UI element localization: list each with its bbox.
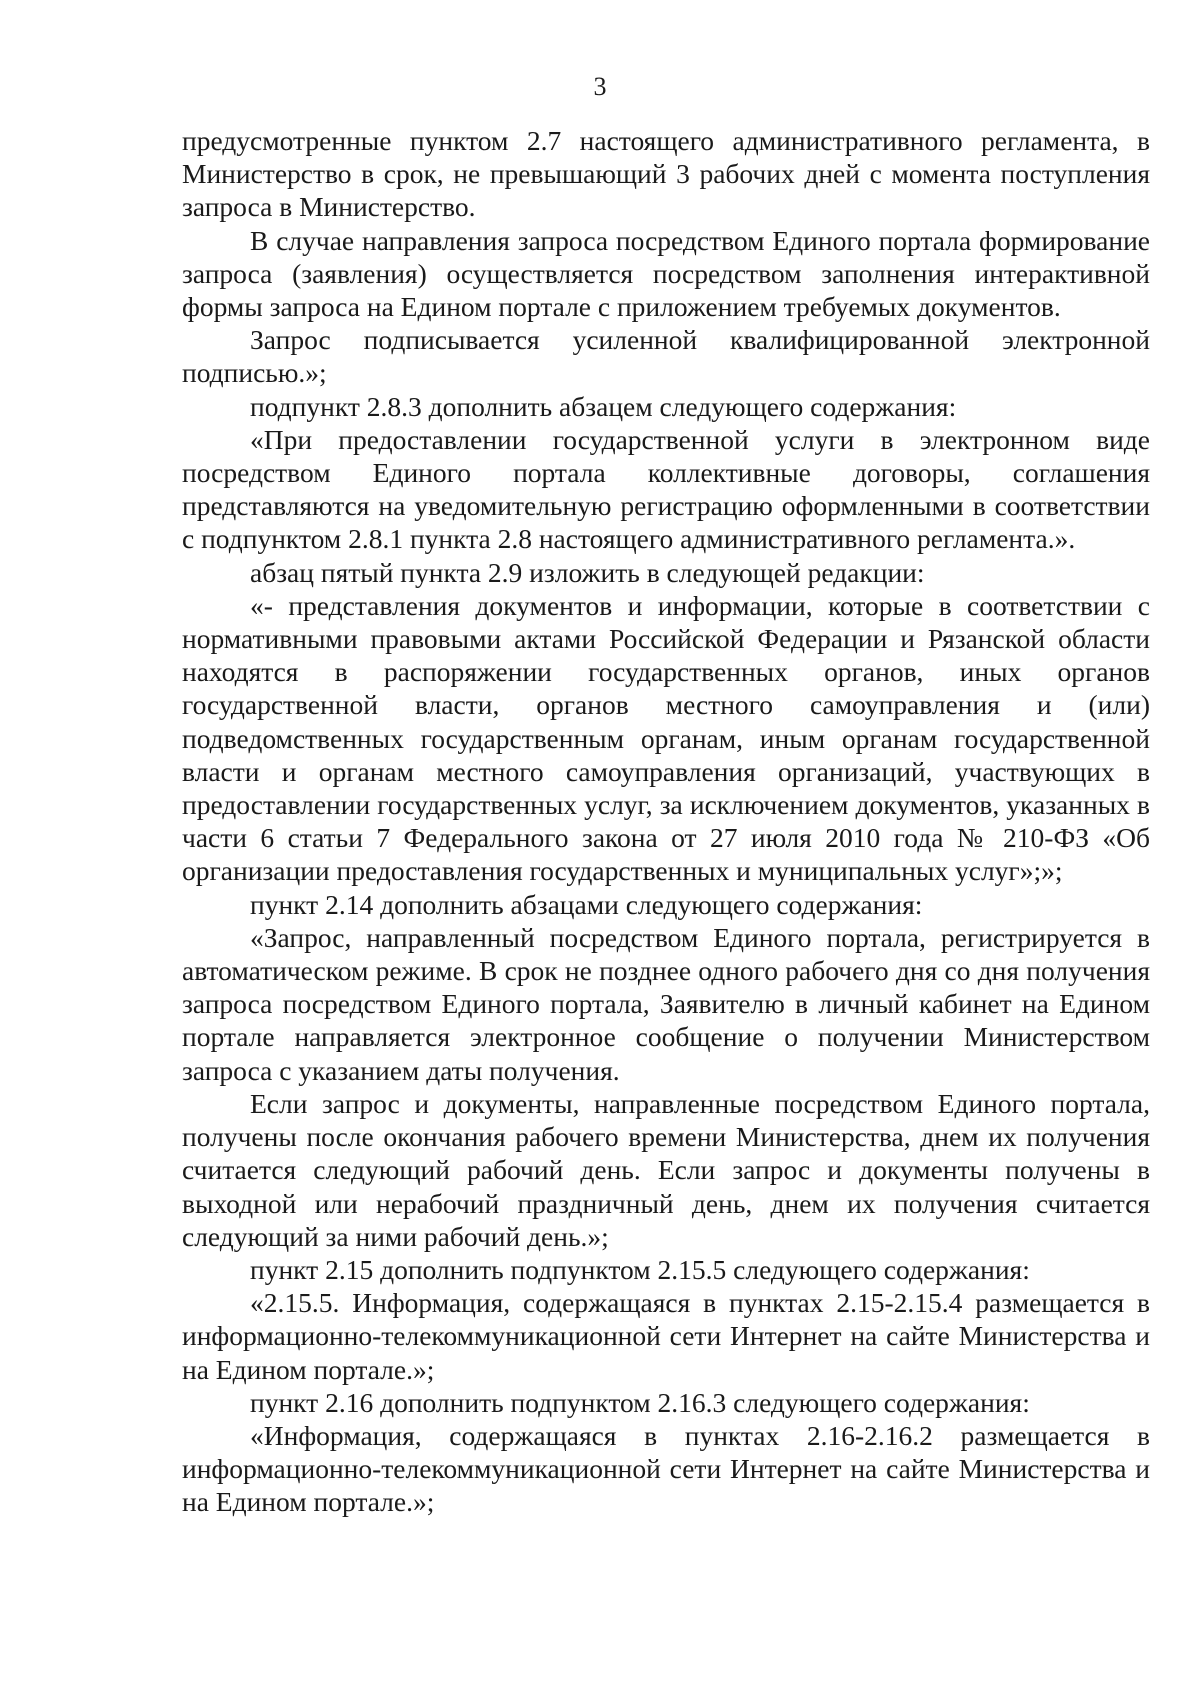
document-body (182, 124, 1150, 1519)
paragraph-6: абзац пятый пункта 2.9 изложить в следующей редакции: (250, 556, 925, 588)
paragraph-14: «Информация, содержащаяся в пунктах 2.16-2.16.2 размещается в информационно-телекоммуникационной сети Интернет на сайте Министерства и на Едином портале.»; (182, 1419, 1150, 1518)
paragraph-9: «Запрос, направленный посредством Единого портала, регистрируется в автоматическом режиме. В срок не позднее одного рабочего дня со дня получения запроса посредством Единого портала, Заявителю в личный кабинет на Едином портале направляется электронное сообщение о получении Министерством запроса с указанием даты получения. (182, 921, 1150, 1086)
paragraph-8: пункт 2.14 дополнить абзацами следующего содержания: (250, 888, 923, 920)
page-number: 3 (593, 72, 607, 101)
paragraph-3: Запрос подписывается усиленной квалифицированной электронной подписью.»; (182, 324, 1150, 389)
paragraph-4: подпункт 2.8.3 дополнить абзацем следующего содержания: (250, 390, 957, 422)
paragraph-11: пункт 2.15 дополнить подпунктом 2.15.5 следующего содержания: (250, 1253, 1030, 1285)
paragraph-1: предусмотренные пунктом 2.7 настоящего административного регламента, в Министерство в срок, не превышающий 3 рабочих дней с момента поступления запроса в Министерство. (182, 125, 1150, 223)
paragraph-5: «При предоставлении государственной услуги в электронном виде посредством Единого портала коллективные договоры, соглашения представляются на уведомительную регистрацию оформленными в соответствии с подпунктом 2.8.1 пункта 2.8 настоящего административного регламента.». (182, 423, 1150, 555)
paragraph-13: пункт 2.16 дополнить подпунктом 2.16.3 следующего содержания: (250, 1386, 1030, 1418)
paragraph-12: «2.15.5. Информация, содержащаяся в пунктах 2.15-2.15.4 размещается в информационно-телекоммуникационной сети Интернет на сайте Министерства и на Едином портале.»; (182, 1287, 1150, 1385)
paragraph-2: В случае направления запроса посредством Единого портала формирование запроса (заявления) осуществляется посредством заполнения интерактивной формы запроса на Едином портале с приложением требуемых документов. (182, 224, 1150, 323)
paragraph-7: «- представления документов и информации, которые в соответствии с нормативными правовыми актами Российской Федерации и Рязанской области находятся в распоряжении государственных органов, иных органов государственной власти, органов местного самоуправления и (или) подведомственных государственным органам, иным органам государственной власти и органам местного самоуправления организаций, участвующих в предоставлении государственных услуг, за исключением документов, указанных в части 6 статьи 7 Федерального закона от 27 июля 2010 года № 210-ФЗ «Об организации предоставления государственных и муниципальных услуг»;»; (182, 589, 1150, 887)
paragraph-10: Если запрос и документы, направленные посредством Единого портала, получены после окончания рабочего времени Министерства, днем их получения считается следующий рабочий день. Если запрос и документы получены в выходной или нерабочий праздничный день, днем их получения считается следующий за ними рабочий день.»; (182, 1087, 1150, 1252)
